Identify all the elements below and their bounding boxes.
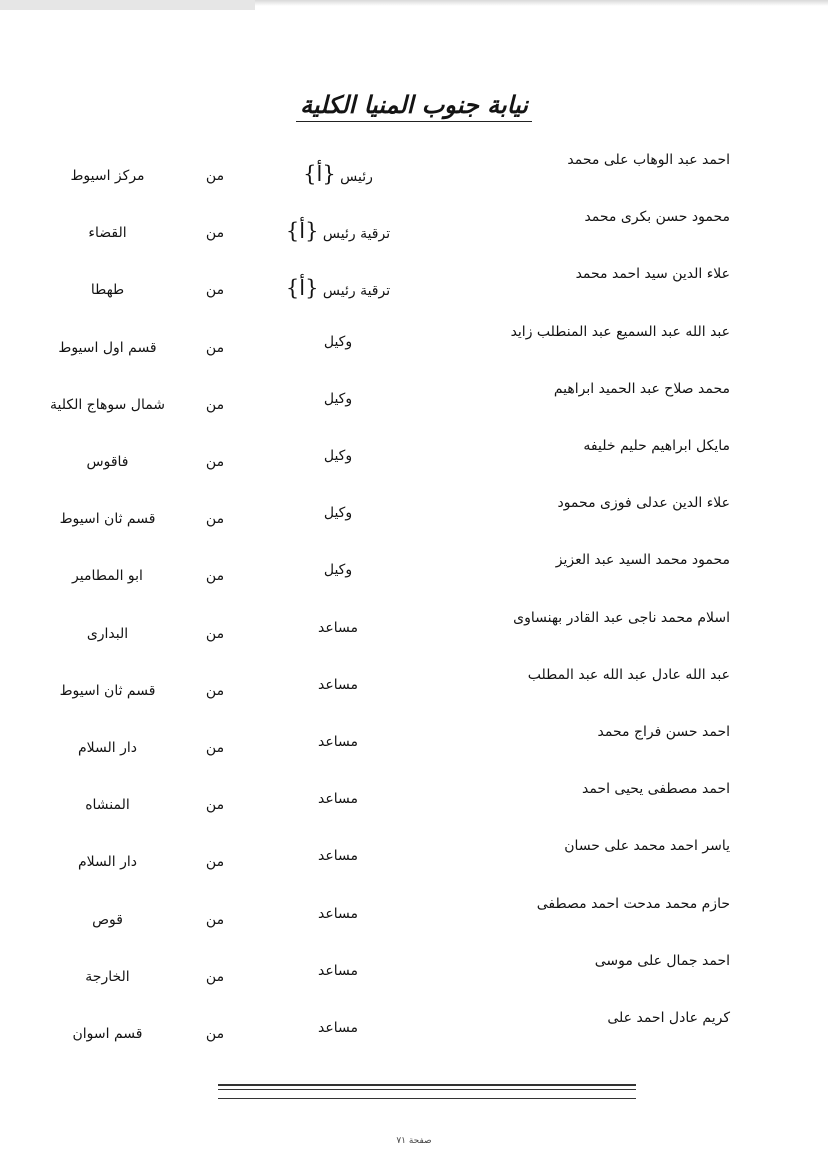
footer-rule-middle	[218, 1089, 636, 1090]
list-item	[0, 209, 828, 249]
rank-cell	[268, 791, 408, 807]
list-item	[0, 1010, 828, 1050]
footer-rule-top	[218, 1084, 636, 1086]
from-label: من	[205, 626, 225, 642]
list-item	[0, 266, 828, 306]
rank-label: مساعد	[318, 677, 358, 693]
rank-label: رئيس	[340, 169, 373, 185]
person-name: محمود محمد السيد عبد العزيز	[555, 552, 730, 568]
from-label: من	[205, 454, 225, 470]
list-item	[0, 667, 828, 707]
person-name: احمد حسن فراج محمد	[597, 724, 730, 740]
from-label: من	[205, 168, 225, 184]
person-name: عبد الله عادل عبد الله عبد المطلب	[527, 667, 730, 683]
rank-cell	[268, 276, 408, 300]
origin-place: القضاء	[88, 225, 127, 241]
rank-cell	[268, 334, 408, 350]
from-label: من	[205, 740, 225, 756]
origin-place: الخارجة	[85, 969, 130, 985]
rank-cell	[268, 448, 408, 464]
list-item	[0, 953, 828, 993]
origin-place: طهطا	[90, 282, 125, 298]
person-name: محمد صلاح عبد الحميد ابراهيم	[553, 381, 730, 397]
person-name: احمد عبد الوهاب على محمد	[567, 152, 730, 168]
rank-cell	[268, 734, 408, 750]
rank-cell	[268, 620, 408, 636]
from-label: من	[205, 568, 225, 584]
person-name: احمد جمال على موسى	[594, 953, 730, 969]
rank-cell	[268, 505, 408, 521]
rank-label: ترقية رئيس	[322, 283, 391, 299]
person-name: علاء الدين سيد احمد محمد	[575, 266, 730, 282]
origin-place: شمال سوهاج الكلية	[49, 397, 166, 413]
from-label: من	[205, 397, 225, 413]
list-item	[0, 152, 828, 192]
rank-cell	[268, 906, 408, 922]
list-item	[0, 896, 828, 936]
from-label: من	[205, 225, 225, 241]
person-name: عبد الله عبد السميع عبد المنطلب زايد	[510, 324, 730, 340]
person-name: كريم عادل احمد على	[607, 1010, 730, 1026]
person-name: حازم محمد مدحت احمد مصطفى	[536, 896, 730, 912]
scan-corner	[0, 0, 255, 10]
rank-label: مساعد	[318, 734, 358, 750]
from-label: من	[205, 282, 225, 298]
origin-place: ابو المطامير	[72, 568, 143, 584]
person-name: ياسر احمد محمد على حسان	[564, 838, 730, 854]
rank-cell	[268, 219, 408, 243]
rank-cell	[268, 963, 408, 979]
page-title-text: نيابة جنوب المنيا الكلية	[296, 90, 532, 122]
rank-label: وكيل	[323, 334, 353, 350]
rank-label: مساعد	[318, 906, 358, 922]
rank-label: ترقية رئيس	[322, 226, 391, 242]
origin-place: قسم ثان اسيوط	[59, 683, 156, 699]
rank-cell	[268, 391, 408, 407]
origin-place: مركز اسيوط	[70, 168, 145, 184]
list-item	[0, 610, 828, 650]
from-label: من	[205, 797, 225, 813]
rank-label: وكيل	[323, 562, 353, 578]
from-label: من	[205, 1026, 225, 1042]
rank-label: وكيل	[323, 391, 353, 407]
footer-rule-bottom	[218, 1098, 636, 1099]
origin-place: قوص	[92, 912, 123, 928]
origin-place: دار السلام	[77, 854, 137, 870]
rank-grade-mark: {أ}	[285, 219, 319, 243]
rank-cell	[268, 562, 408, 578]
from-label: من	[205, 969, 225, 985]
rank-cell	[268, 162, 408, 186]
rank-cell	[268, 848, 408, 864]
origin-place: دار السلام	[77, 740, 137, 756]
list-item	[0, 781, 828, 821]
list-item	[0, 838, 828, 878]
rank-label: مساعد	[318, 620, 358, 636]
from-label: من	[205, 511, 225, 527]
list-item	[0, 324, 828, 364]
origin-place: البدارى	[86, 626, 129, 642]
rank-label: وكيل	[323, 448, 353, 464]
list-item	[0, 381, 828, 421]
person-name: احمد مصطفى يحيى احمد	[581, 781, 730, 797]
from-label: من	[205, 683, 225, 699]
list-item	[0, 495, 828, 535]
person-name: اسلام محمد ناجى عبد القادر بهنساوى	[513, 610, 730, 626]
page-number: صفحة ٧١	[396, 1136, 432, 1146]
rank-grade-mark: {أ}	[285, 276, 319, 300]
rank-cell	[268, 677, 408, 693]
person-name: مايكل ابراهيم حليم خليفه	[583, 438, 730, 454]
rank-label: مساعد	[318, 1020, 358, 1036]
rank-label: مساعد	[318, 791, 358, 807]
rank-label: مساعد	[318, 848, 358, 864]
list-item	[0, 438, 828, 478]
from-label: من	[205, 912, 225, 928]
origin-place: المنشاه	[85, 797, 130, 813]
page-title	[0, 90, 828, 122]
rank-grade-mark: {أ}	[303, 162, 336, 186]
from-label: من	[205, 340, 225, 356]
rank-label: وكيل	[323, 505, 353, 521]
from-label: من	[205, 854, 225, 870]
origin-place: قسم اسوان	[72, 1026, 143, 1042]
list-item	[0, 724, 828, 764]
list-item	[0, 552, 828, 592]
person-name: محمود حسن بكرى محمد	[584, 209, 730, 225]
rank-label: مساعد	[318, 963, 358, 979]
origin-place: قسم اول اسيوط	[58, 340, 157, 356]
origin-place: فاقوس	[86, 454, 129, 470]
rank-cell	[268, 1020, 408, 1036]
person-name: علاء الدين عدلى فوزى محمود	[557, 495, 730, 511]
origin-place: قسم ثان اسيوط	[59, 511, 156, 527]
